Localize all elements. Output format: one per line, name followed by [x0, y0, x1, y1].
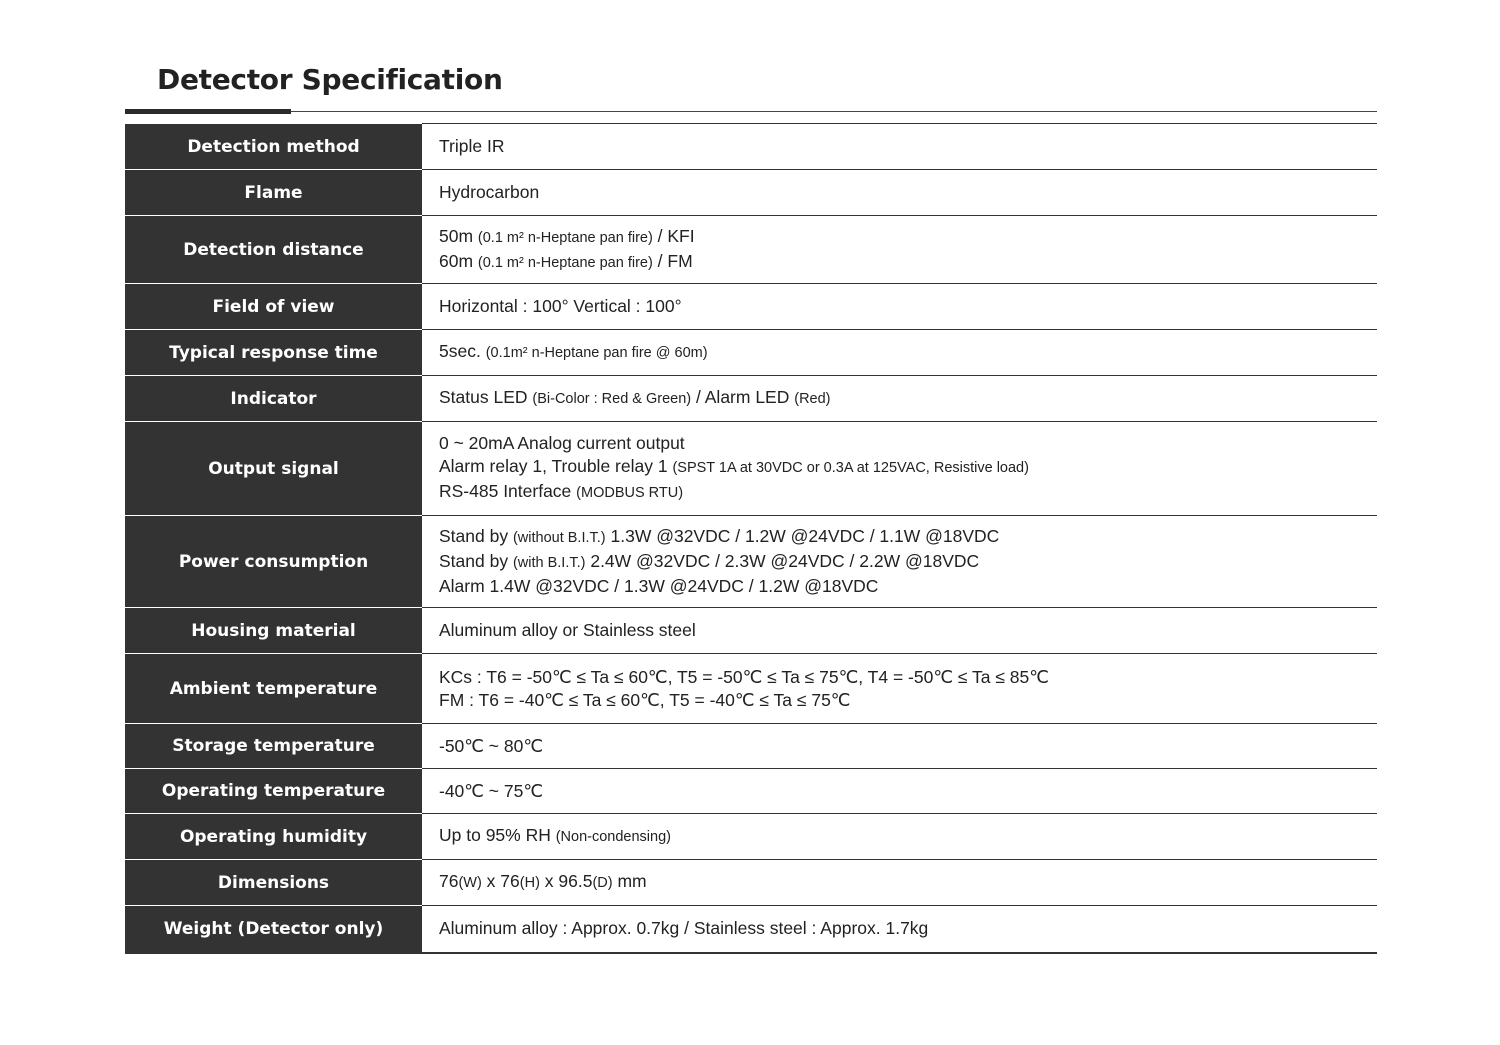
spec-row	[125, 170, 1377, 216]
spec-value-line	[439, 386, 1377, 411]
spec-value-text: Aluminum alloy : Approx. 0.7kg / Stainless steel : Approx. 1.7kg	[439, 918, 929, 939]
spec-value-text: 2.4W @32VDC / 2.3W @24VDC / 2.2W @18VDC	[585, 551, 980, 571]
spec-value-text: Stand by	[439, 526, 513, 546]
spec-value-text: Aluminum alloy or Stainless steel	[439, 620, 696, 640]
spec-value-line	[439, 550, 1377, 575]
spec-value	[422, 124, 1377, 170]
spec-value-line	[439, 575, 1377, 598]
spec-row	[125, 376, 1377, 422]
spec-value	[422, 860, 1377, 906]
spec-value	[422, 906, 1377, 953]
spec-value-text: x 96.5	[539, 871, 593, 891]
spec-value-text: 50m	[439, 225, 478, 246]
spec-value-line	[439, 780, 1377, 803]
spec-row	[125, 724, 1377, 769]
spec-value-line	[439, 181, 1377, 204]
spec-value	[422, 516, 1377, 608]
spec-value-note: (D)	[592, 875, 613, 891]
spec-label: Flame	[125, 170, 422, 216]
spec-value-note: (H)	[519, 875, 540, 891]
spec-value	[422, 724, 1377, 769]
spec-value-text: 1.3W @32VDC / 1.2W @24VDC / 1.1W @18VDC	[605, 526, 1000, 546]
spec-row	[125, 284, 1377, 330]
spec-value	[422, 814, 1377, 860]
spec-value-line	[439, 340, 1377, 365]
spec-value-text: Alarm 1.4W @32VDC / 1.3W @24VDC / 1.2W @18VDC	[439, 576, 879, 596]
spec-value-text: Triple IR	[439, 136, 505, 156]
page-title: Detector Specification	[157, 63, 503, 96]
spec-label: Power consumption	[125, 516, 422, 608]
spec-row	[125, 906, 1377, 953]
spec-value-text: -40℃ ~ 75℃	[439, 780, 544, 801]
spec-value-line	[439, 619, 1377, 642]
spec-value	[422, 284, 1377, 330]
spec-value-line	[439, 250, 1377, 275]
spec-value	[422, 330, 1377, 376]
spec-value-line	[439, 870, 1377, 895]
spec-value-text: -50℃ ~ 80℃	[439, 735, 544, 756]
spec-value-line	[439, 689, 1377, 712]
spec-value-text: Stand by	[439, 551, 513, 571]
spec-value-note: (with B.I.T.)	[512, 555, 586, 571]
spec-value-line	[439, 666, 1377, 689]
spec-label: Detection method	[125, 124, 422, 170]
spec-value	[422, 422, 1377, 516]
spec-value-text: Alarm relay 1, Trouble relay 1	[439, 456, 673, 476]
spec-row	[125, 860, 1377, 906]
spec-value-line	[439, 455, 1377, 480]
spec-value-text: Up to 95% RH	[439, 825, 556, 845]
spec-value-text: FM : T6 = -40℃ ≤ Ta ≤ 60℃, T5 = -40℃ ≤ Ta ≤ 75℃	[439, 689, 851, 710]
spec-label: Operating temperature	[125, 769, 422, 814]
spec-value-text: x 76	[481, 871, 520, 891]
spec-value-line	[439, 432, 1377, 455]
spec-value-text: RS-485 Interface	[439, 481, 577, 501]
spec-label: Ambient temperature	[125, 654, 422, 724]
spec-value	[422, 216, 1377, 284]
spec-value-line	[439, 135, 1377, 158]
spec-row	[125, 769, 1377, 814]
spec-row	[125, 216, 1377, 284]
spec-value-note: (SPST 1A at 30VDC or 0.3A at 125VAC, Resistive load)	[672, 460, 1029, 476]
spec-row	[125, 608, 1377, 654]
spec-value-note: (without B.I.T.)	[512, 530, 606, 546]
spec-value	[422, 769, 1377, 814]
spec-label: Weight (Detector only)	[125, 906, 422, 953]
spec-value-text: 0 ~ 20mA Analog current output	[439, 433, 685, 453]
spec-value-line	[439, 480, 1377, 505]
spec-value-text: Status LED	[439, 387, 533, 407]
spec-label: Detection distance	[125, 216, 422, 284]
spec-row	[125, 124, 1377, 170]
spec-value-line	[439, 917, 1377, 940]
spec-label: Typical response time	[125, 330, 422, 376]
spec-value-text: 60m	[439, 250, 478, 271]
spec-label: Output signal	[125, 422, 422, 516]
spec-label: Indicator	[125, 376, 422, 422]
spec-value	[422, 654, 1377, 724]
spec-value-text: / KFI	[652, 225, 695, 246]
spec-row	[125, 516, 1377, 608]
spec-label: Storage temperature	[125, 724, 422, 769]
spec-value-text: 76	[439, 871, 459, 891]
spec-value-line	[439, 295, 1377, 318]
spec-value-note: (Red)	[794, 391, 831, 407]
spec-value	[422, 376, 1377, 422]
spec-value	[422, 608, 1377, 654]
spec-value-text: / FM	[652, 250, 693, 271]
spec-value-line	[439, 824, 1377, 849]
spec-value-text: Horizontal : 100° Vertical : 100°	[439, 296, 682, 316]
spec-value-line	[439, 525, 1377, 550]
spec-value-note: (Bi-Color : Red & Green)	[532, 391, 692, 407]
spec-label: Operating humidity	[125, 814, 422, 860]
spec-row	[125, 814, 1377, 860]
spec-label: Dimensions	[125, 860, 422, 906]
spec-value-note: (0.1 m² n-Heptane pan fire)	[477, 229, 653, 246]
spec-label: Field of view	[125, 284, 422, 330]
spec-row	[125, 422, 1377, 516]
spec-value-note: (0.1m² n-Heptane pan fire @ 60m)	[485, 345, 708, 361]
spec-value-text: Hydrocarbon	[439, 182, 540, 202]
spec-row	[125, 330, 1377, 376]
title-accent-bar	[125, 109, 291, 114]
spec-value-note: (Non-condensing)	[555, 829, 671, 845]
spec-value-note: (0.1 m² n-Heptane pan fire)	[477, 254, 653, 271]
spec-value-text: 5sec.	[439, 341, 486, 361]
spec-value-text: KCs : T6 = -50℃ ≤ Ta ≤ 60℃, T5 = -50℃ ≤ Ta ≤ 75℃, T4 = -50℃ ≤ Ta ≤ 85℃	[439, 666, 1049, 687]
spec-label: Housing material	[125, 608, 422, 654]
spec-value-text: / Alarm LED	[691, 387, 795, 407]
spec-table-body	[125, 124, 1377, 953]
spec-table	[125, 123, 1377, 954]
spec-value-text: mm	[612, 871, 647, 891]
spec-value	[422, 170, 1377, 216]
title-rule	[125, 111, 1377, 112]
spec-value-note: (MODBUS RTU)	[576, 485, 684, 501]
spec-value-line	[439, 225, 1377, 250]
spec-value-line	[439, 735, 1377, 758]
spec-value-note: (W)	[458, 875, 482, 891]
spec-row	[125, 654, 1377, 724]
